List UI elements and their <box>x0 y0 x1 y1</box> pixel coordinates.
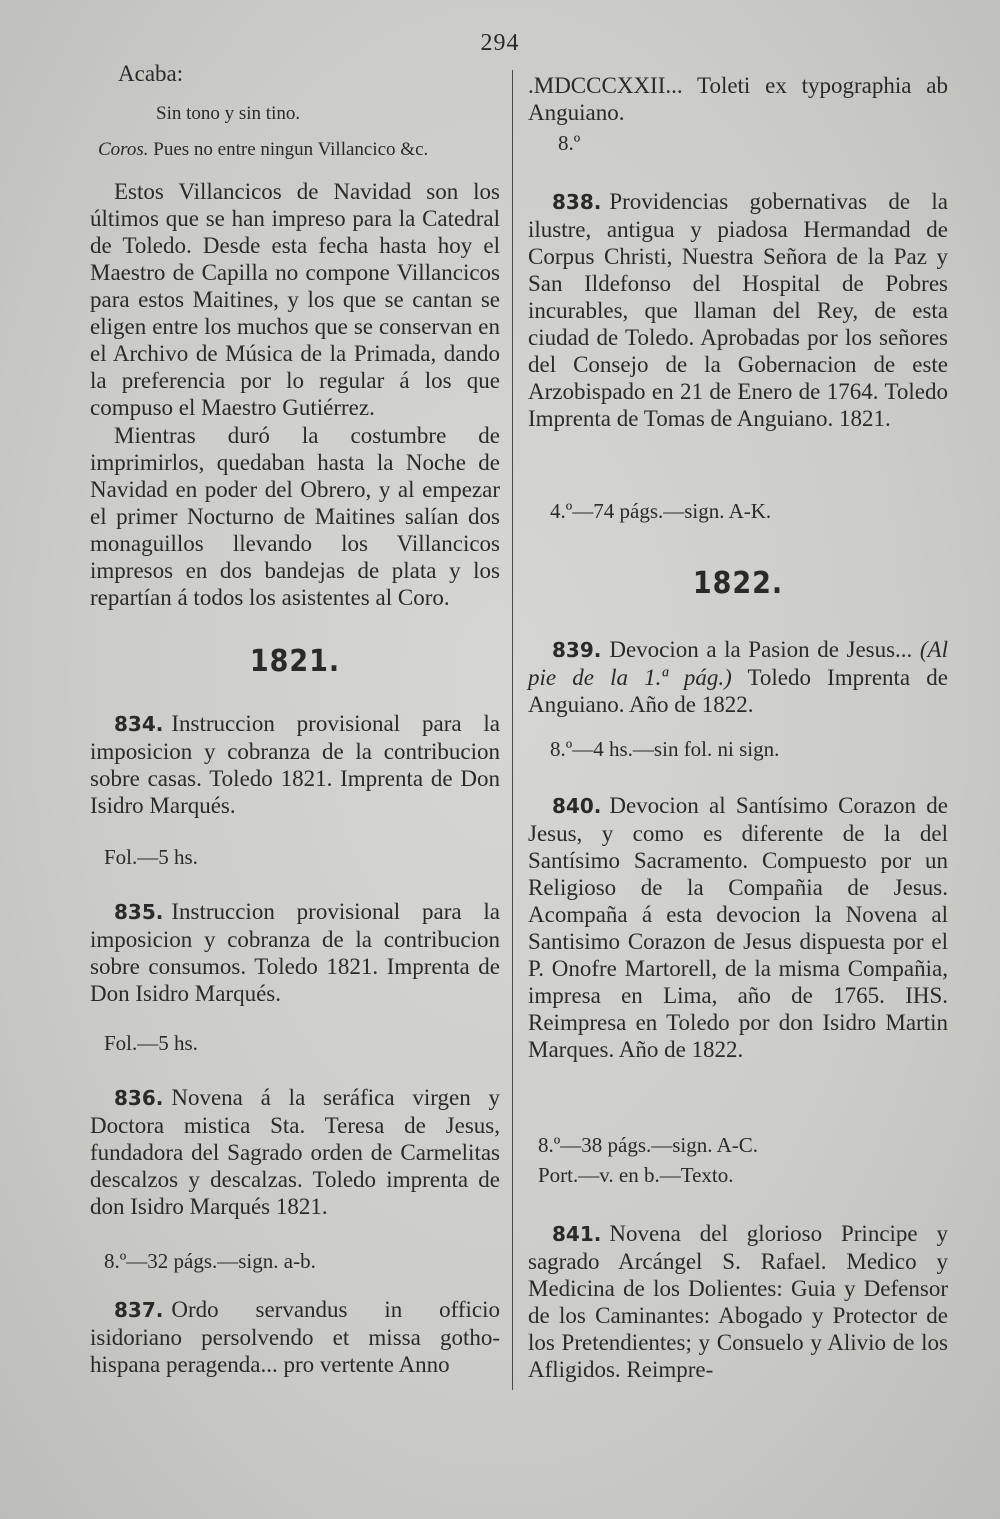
entry-number: 841. <box>552 1222 602 1246</box>
entry-839-meta: 8.º—4 hs.—sin fol. ni sign. <box>550 737 780 761</box>
entry-number: 834. <box>114 712 164 736</box>
entry-837-continuation: .MDCCCXXII... Toleti ex typographia ab Anguiano. <box>528 73 948 125</box>
entry-834-meta: Fol.—5 hs. <box>104 845 198 869</box>
entry-number: 835. <box>114 900 164 924</box>
coros-text: Pues no entre ningun Villancico &c. <box>153 139 429 160</box>
entry-text: Ordo servandus in officio isidoriano persolvendo et missa gotho-hispana peragenda... pro vertente Anno <box>90 1297 500 1377</box>
entry-text: Devocion al Santísimo Corazon de Jesus, y como es diferente de la del Santísimo Sacramento. Compuesto por un Religioso de la Compañia de Jesus. Acompaña á esta devocion la Novena al Santisimo Corazon de Jesus dispuesta por el P. Onofre Martorell, de la misma Compañia, impresa en Lima, año de 1765. IHS. Reimpresa en Toledo por don Isidro Martin Marques. Año de 1822. <box>528 793 948 1062</box>
entry-number: 840. <box>552 794 602 818</box>
paragraph-costumbre: Mientras duró la costumbre de imprimirlos, quedaban hasta la Noche de Navidad en poder del Obrero, y al empezar el primer Nocturno de Maitines salían dos monaguillos llevando los Villancicos impresos en dos bandejas de plata y los repartían á todos los asistentes al Coro. <box>90 423 500 610</box>
entry-840-meta-2: Port.—v. en b.—Texto. <box>538 1163 734 1187</box>
entry-text-a: Devocion a la Pasion de Jesus... <box>609 637 913 662</box>
entry-840 <box>528 792 948 1063</box>
entry-838-meta: 4.º—74 págs.—sign. A-K. <box>550 499 772 523</box>
page-number: 294 <box>480 30 520 56</box>
entry-number: 837. <box>114 1298 164 1322</box>
entry-text: Novena del glorioso Principe y sagrado Arcángel S. Rafael. Medico y Medicina de los Dolientes: Guia y Defensor de los Caminantes: Abogado y Protector de los Pretendientes; y Consuelo y Alivio de los Afligidos. Reimpre- <box>528 1221 948 1382</box>
sin-tono-line: Sin tono y sin tino. <box>156 103 301 124</box>
entry-text-c: Toledo Imprenta de Anguiano. Año de 1822. <box>528 665 948 717</box>
entry-text: Novena á la seráfica virgen y Doctora mistica Sta. Teresa de Jesus, fundadora del Sagrado orden de Carmelitas descalzos y descalzas. Toledo imprenta de don Isidro Marqués 1821. <box>90 1085 500 1219</box>
entry-834 <box>90 710 500 819</box>
entry-840-meta-1: 8.º—38 págs.—sign. A-C. <box>538 1133 759 1157</box>
entry-text: Providencias gobernativas de la ilustre, antigua y piadosa Hermandad de Corpus Christi, Nuestra Señora de la Paz y San Ildefonso del Hospital de Pobres incurables, que llaman del Rey, de esta ciudad de Toledo. Aprobadas por los señores del Consejo de la Gobernacion de este Arzobispado en 21 de Enero de 1764. Toledo Imprenta de Tomas de Anguiano. 1821. <box>528 189 948 431</box>
entry-836-meta: 8.º—32 págs.—sign. a-b. <box>104 1249 316 1273</box>
column-divider <box>512 70 513 1390</box>
entry-837 <box>90 1296 500 1378</box>
entry-839 <box>528 636 948 718</box>
entry-number: 836. <box>114 1086 164 1110</box>
entry-text-b: (Al pie de la 1.ª pág.) <box>528 637 948 690</box>
entry-number: 838. <box>552 190 602 214</box>
year-heading-1822: 1822. <box>692 566 784 601</box>
coros-line <box>98 136 508 163</box>
entry-text: Instruccion provisional para la imposicion y cobranza de la contribucion sobre casas. Toledo 1821. Imprenta de Don Isidro Marqués. <box>90 711 500 818</box>
entry-number: 839. <box>552 638 602 662</box>
paragraph-villancicos: Estos Villancicos de Navidad son los últimos que se han impreso para la Catedral de Toledo. Desde esta fecha hasta hoy el Maestro de Capilla no compone Villancicos para estos Maitines, y los que se cantan se eligen entre los muchos que se conservan en el Archivo de Música de la Primada, dando la preferencia por lo regular á los que compuso el Maestro Gutiérrez. <box>90 179 500 420</box>
entry-835 <box>90 898 500 1007</box>
entry-835-meta: Fol.—5 hs. <box>104 1031 198 1055</box>
entry-836 <box>90 1084 500 1220</box>
coros-label: Coros. <box>98 139 149 160</box>
entry-841 <box>528 1220 948 1383</box>
year-heading-1821: 1821. <box>249 644 341 679</box>
acaba-label: Acaba: <box>118 61 184 86</box>
entry-838 <box>528 188 948 432</box>
entry-text: Instruccion provisional para la imposicion y cobranza de la contribucion sobre consumos. Toledo 1821. Imprenta de Don Isidro Marqués. <box>90 899 500 1006</box>
entry-837-meta: 8.º <box>558 131 581 155</box>
